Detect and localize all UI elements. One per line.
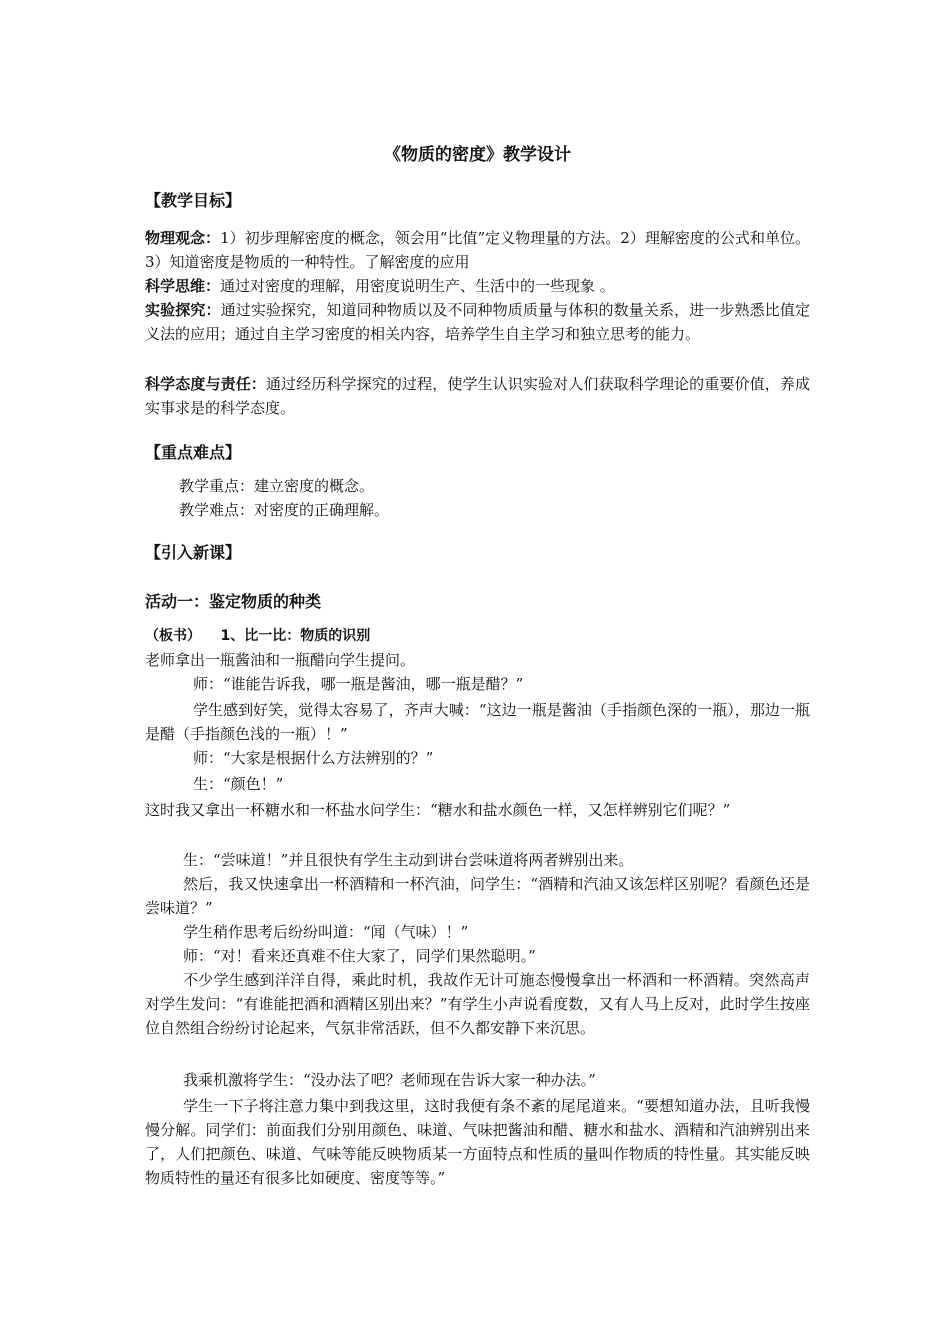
goals-heading: 【教学目标】 bbox=[145, 191, 242, 210]
document-title: 《物质的密度》教学设计 bbox=[384, 145, 571, 165]
body-p3: 学生感到好笑，觉得太容易了，齐声大喊：“这边一瓶是酱油（手指颜色深的一瓶），那边一瓶是醋（手指颜色浅的一瓶）！” bbox=[145, 701, 810, 743]
goal-scientific-thinking bbox=[145, 274, 810, 298]
body-p7: 生：“尝味道！”并且很快有学生主动到讲台尝味道将两者辨别出来。 bbox=[183, 851, 634, 869]
body-p6: 这时我又拿出一杯糖水和一杯盐水问学生：“糖水和盐水颜色一样，又怎样辨别它们呢？” bbox=[145, 801, 731, 819]
goal-attitude bbox=[145, 372, 810, 420]
goal1-text: 1）初步理解密度的概念，领会用“比值”定义物理量的方法。2）理解密度的公式和单位。3）知道密度是物质的一种特性。了解密度的应用 bbox=[145, 229, 810, 271]
board-note bbox=[145, 624, 370, 648]
body-p5: 生：“颜色！” bbox=[193, 775, 284, 793]
goal1-label: 物理观念： bbox=[145, 229, 221, 247]
intro-heading: 【引入新课】 bbox=[145, 543, 242, 562]
body-p2: 师：“谁能告诉我，哪一瓶是酱油，哪一瓶是醋？” bbox=[193, 675, 524, 693]
goal3-text: 通过实验探究，知道同种物质以及不同种物质质量与体积的数量关系，进一步熟悉比值定义法的应用；通过自主学习密度的相关内容，培养学生自主学习和独立思考的能力。 bbox=[145, 301, 810, 343]
body-p13: 学生一下子将注意力集中到我这里，这时我便有条不紊的尾尾道来。“要想知道办法，且听我慢慢分解。同学们：前面我们分别用颜色、味道、气味把酱油和醋、糖水和盐水、酒精和汽油辨别出来了，人们把颜色、味道、气味等能反映物质某一方面特点和性质的量叫作物质的特性量。其实能反映物质特性的量还有很多比如硬度、密度等等。” bbox=[145, 1097, 810, 1187]
body-p1: 老师拿出一瓶酱油和一瓶醋向学生提问。 bbox=[145, 651, 416, 669]
goal-experiment bbox=[145, 298, 810, 346]
body-p9: 学生稍作思考后纷纷叫道：“闻（气味）！” bbox=[183, 923, 469, 941]
goal-physics-concept bbox=[145, 226, 810, 274]
difficult-point: 教学难点：对密度的正确理解。 bbox=[179, 501, 390, 519]
goal2-text: 通过对密度的理解，用密度说明生产、生活中的一些现象 。 bbox=[220, 277, 615, 295]
body-p8: 然后，我又快速拿出一杯酒精和一杯汽油，问学生：“酒精和汽油又该怎样区别呢？看颜色还是尝味道？” bbox=[145, 875, 810, 917]
body-p10: 师：“对！看来还真难不住大家了，同学们果然聪明。” bbox=[183, 947, 536, 965]
goal2-label: 科学思维： bbox=[145, 277, 221, 295]
goal4-label: 科学态度与责任： bbox=[145, 375, 266, 393]
board-text: 1、比一比：物质的识别 bbox=[220, 628, 371, 644]
activity-heading: 活动一：鉴定物质的种类 bbox=[145, 592, 322, 611]
key-heading: 【重点难点】 bbox=[145, 443, 242, 462]
body-p11: 不少学生感到洋洋自得，乘此时机，我故作无计可施态慢慢拿出一杯酒和一杯酒精。突然高声对学生发问：“有谁能把酒和酒精区别出来？”有学生小声说看度数，又有人马上反对，此时学生按座位自然组合纷纷讨论起来，气氛非常活跃，但不久都安静下来沉思。 bbox=[145, 971, 810, 1037]
goal4-text: 通过经历科学探究的过程，使学生认识实验对人们获取科学理论的重要价值，养成实事求是的科学态度。 bbox=[145, 375, 810, 417]
key-point: 教学重点：建立密度的概念。 bbox=[179, 477, 375, 495]
body-p12: 我乘机激将学生：“没办法了吧？老师现在告诉大家一种办法。” bbox=[183, 1071, 596, 1089]
body-p4: 师：“大家是根据什么方法辨别的？” bbox=[193, 749, 434, 767]
goal3-label: 实验探究： bbox=[145, 301, 221, 319]
board-label: （板书） bbox=[145, 628, 201, 644]
